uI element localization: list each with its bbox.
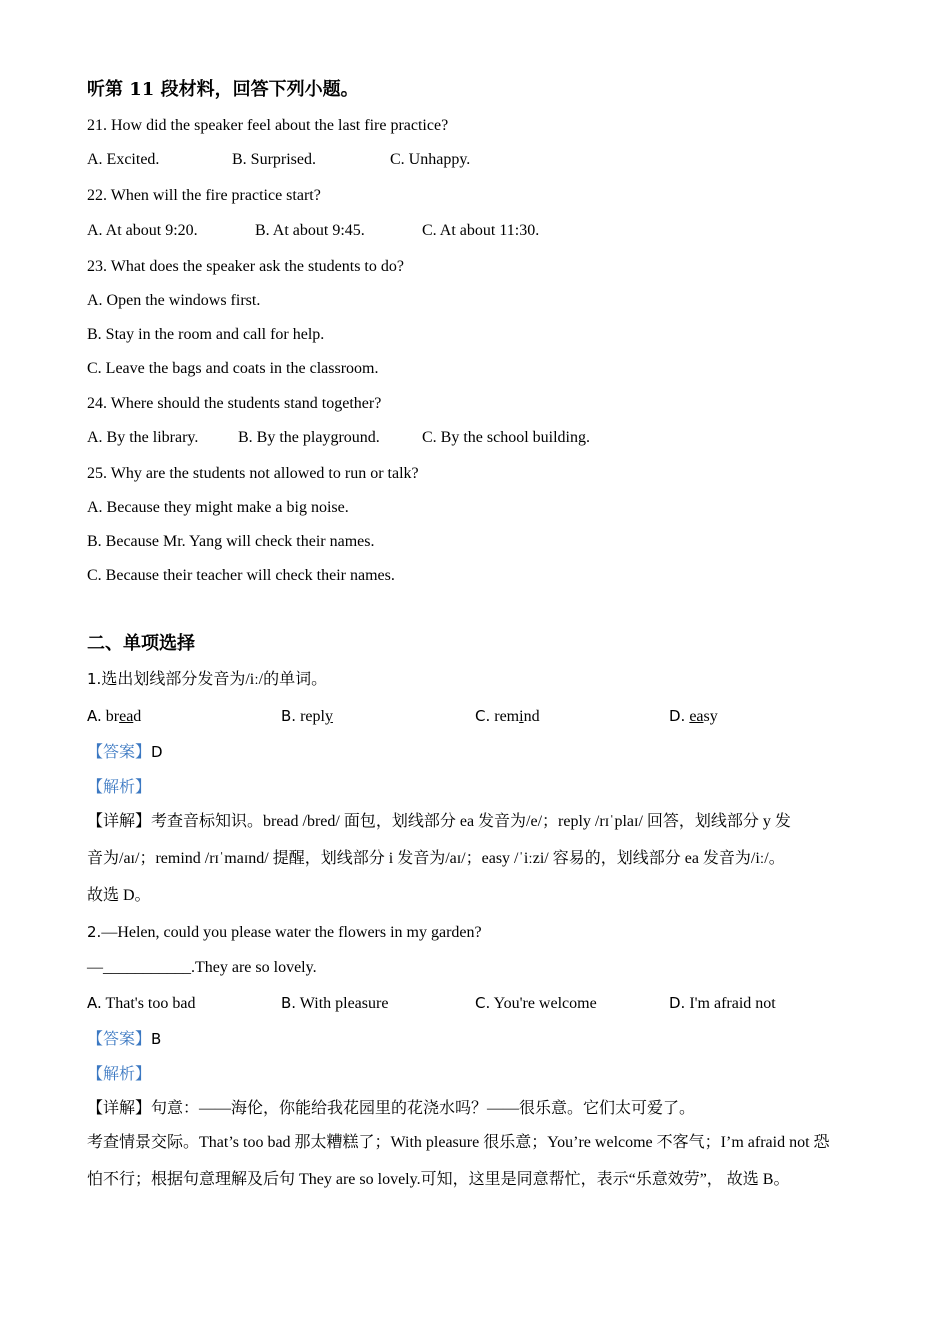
question-21-option-c: C. Unhappy. [390,151,471,168]
question-22-option-b: B. At about 9:45. [255,222,365,239]
q1-detail-line-3: 故选 D。 [87,887,151,904]
q2-detail-line-1: 【详解】句意：——海伦，你能给我花园里的花浇水吗？——很乐意。它们太可爱了。 [87,1100,696,1117]
q1-option-d-word: easy [689,708,718,725]
q1-option-a-word: bread [105,708,142,725]
question-24-stem: 24. Where should the students stand together? [87,395,382,412]
question-22-stem: 22. When will the fire practice start? [87,187,321,204]
q2-option-d [669,993,776,1014]
question-22-option-a: A. At about 9:20. [87,222,198,239]
q2-answer-label: 【答案】 [87,1031,152,1048]
q2-analysis-label: 【解析】 [87,1066,152,1083]
q2-option-c-text: You're welcome [493,995,597,1012]
question-23-stem: 23. What does the speaker ask the students to do? [87,258,404,275]
question-24-option-b: B. By the playground. [238,429,380,446]
q1-detail-line-2: 音为/aɪ/；remind /rɪˈmaɪnd/ 提醒，划线部分 i 发音为/aɪ/；easy /ˈiːzi/ 容易的，划线部分 ea 发音为/iː/。 [87,850,785,867]
single-choice-q2-stem [87,922,482,943]
q2-answer [87,1029,161,1050]
question-21-option-a: A. Excited. [87,151,160,168]
q2-blank-line: —___________.They are so lovely. [87,959,317,976]
q1-option-b-word: reply [300,708,333,725]
q1-option-d [669,706,718,727]
q2-option-c-letter: C. [475,994,491,1012]
q1-option-a-letter: A. [87,707,102,725]
q1-answer [87,742,163,763]
question-25-option-a: A. Because they might make a big noise. [87,499,349,516]
q1-text: 选出划线部分发音为/iː/的单词。 [101,671,328,688]
q2-number: 2. [87,923,102,941]
q2-option-b-text: With pleasure [299,995,389,1012]
q1-answer-label: 【答案】 [87,744,152,761]
q2-detail-line-3: 怕不行；根据句意理解及后句 They are so lovely.可知，这里是同意帮忙，表示“乐意效劳”， 故选 B。 [87,1171,790,1188]
question-23-option-b: B. Stay in the room and call for help. [87,326,325,343]
single-choice-q1-stem [87,669,327,690]
q2-option-b [281,993,388,1014]
q2-option-b-letter: B. [281,994,297,1012]
q2-option-d-text: I'm afraid not [689,995,776,1012]
q1-option-b-letter: B. [281,707,297,725]
q2-option-a [87,993,195,1014]
question-24-option-a: A. By the library. [87,429,199,446]
question-25-stem: 25. Why are the students not allowed to run or talk? [87,465,419,482]
q2-option-c [475,993,597,1014]
q2-text: —Helen, could you please water the flowers in my garden? [101,924,482,941]
question-23-option-c: C. Leave the bags and coats in the classroom. [87,360,379,377]
q2-answer-value: B [151,1030,162,1048]
q1-option-a [87,706,141,727]
question-24-option-c: C. By the school building. [422,429,590,446]
q1-number: 1. [87,670,102,688]
question-21-stem: 21. How did the speaker feel about the last fire practice? [87,117,449,134]
question-25-option-c: C. Because their teacher will check their names. [87,567,395,584]
q2-option-a-letter: A. [87,994,102,1012]
q1-option-b [281,706,333,727]
question-21-option-b: B. Surprised. [232,151,316,168]
question-25-option-b: B. Because Mr. Yang will check their names. [87,533,375,550]
q1-analysis-label: 【解析】 [87,779,152,796]
q1-option-c-letter: C. [475,707,491,725]
section-2-heading: 二、单项选择 [87,633,195,654]
question-23-option-a: A. Open the windows first. [87,292,261,309]
question-22-option-c: C. At about 11:30. [422,222,540,239]
q1-detail-line-1: 【详解】考查音标知识。bread /bred/ 面包，划线部分 ea 发音为/e/；reply /rɪˈplaɪ/ 回答，划线部分 y 发 [87,813,791,830]
q2-detail-line-2: 考查情景交际。That’s too bad 那太糟糕了；With pleasure 很乐意；You’re welcome 不客气；I’m afraid not 恐 [87,1134,830,1151]
section-11-heading: 听第 11 段材料，回答下列小题。 [87,79,359,100]
q1-option-c [475,706,540,727]
q1-option-d-letter: D. [669,707,686,725]
q2-option-d-letter: D. [669,994,686,1012]
q1-answer-value: D [151,743,163,761]
q2-option-a-text: That's too bad [105,995,196,1012]
q1-option-c-word: remind [494,708,540,725]
